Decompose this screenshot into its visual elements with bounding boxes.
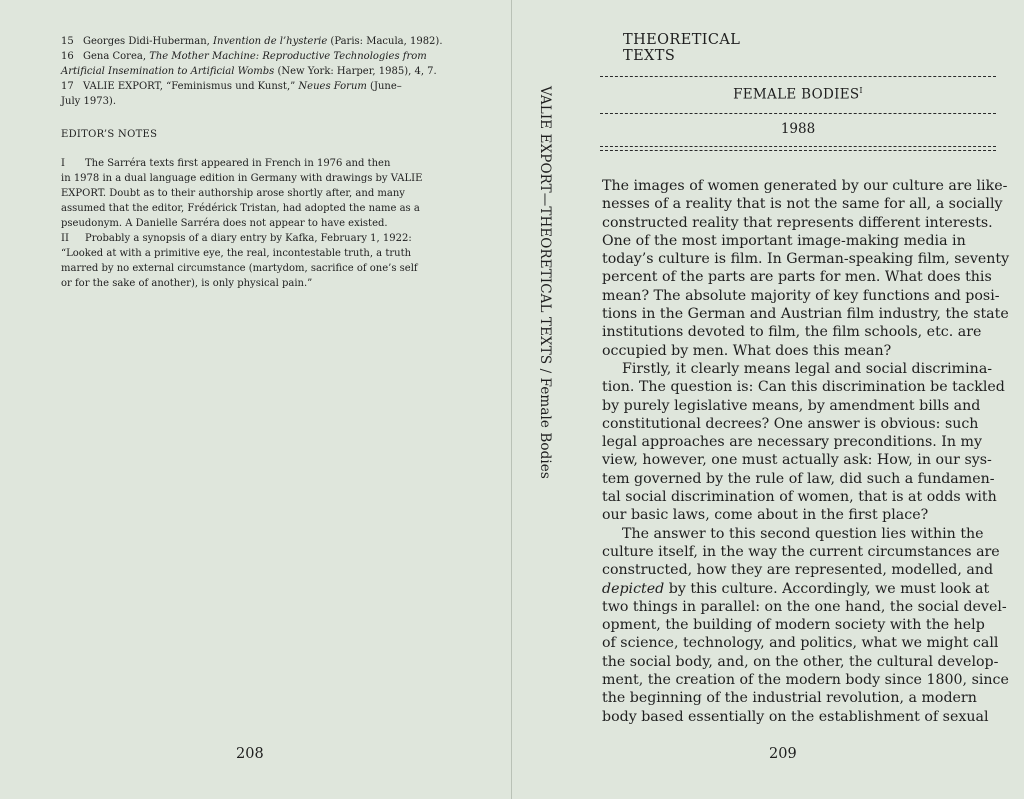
section-title: THEORETICAL TEXTS: [623, 32, 741, 64]
editors-note-line: Probably a synopsis of a diary entry by Kafka, February 1, 1922:: [85, 233, 412, 244]
editors-note-number: I: [61, 158, 65, 169]
editors-notes-list: [61, 156, 481, 291]
page-number-left: 208: [236, 746, 264, 762]
editors-note-line: The Sarréra texts first appeared in French in 1976 and then: [85, 158, 391, 169]
body-line: The images of women generated by our culture are like-: [602, 178, 1008, 194]
body-line: The answer to this second question lies within the: [622, 525, 984, 542]
body-line: of science, technology, and politics, what we might call: [602, 635, 999, 652]
body-line: the social body, and, on the other, the cultural develop-: [602, 653, 999, 670]
editors-note: [61, 231, 481, 291]
endnote: [61, 79, 481, 109]
essay-title-text: FEMALE BODIES: [733, 86, 860, 103]
body-text: [602, 177, 1010, 726]
left-page: [0, 0, 511, 799]
endnote-text: Gena Corea,: [83, 51, 150, 62]
editors-note-line: EXPORT. Doubt as to their authorship arose shortly after, and many: [61, 188, 405, 199]
editors-note-line: pseudonym. A Danielle Sarréra does not appear to have existed.: [61, 218, 388, 229]
body-line: constructed, how they are represented, modelled, and: [602, 562, 994, 579]
endnote-text: (New York: Harper, 1985), 4, 7.: [274, 66, 437, 77]
body-line: mean? The absolute majority of key functions and posi-: [602, 287, 1000, 304]
dashed-rule: [600, 113, 996, 114]
dashed-rule: [600, 76, 996, 77]
page-gutter: [511, 0, 512, 799]
endnote-text: Invention de l’hysterie: [213, 36, 328, 47]
endnote-text: Artificial Insemination to Artificial Wombs: [61, 66, 275, 77]
body-line: ment, the creation of the modern body since 1800, since: [602, 672, 1009, 689]
body-line: two things in parallel: on the one hand, the social devel-: [602, 598, 1007, 615]
essay-title: [600, 86, 996, 103]
endnote-number: 15: [61, 36, 74, 47]
editors-note-number: II: [61, 233, 69, 244]
body-line: tal social discrimination of women, that is at odds with: [602, 489, 997, 506]
editors-note-line: “Looked at with a primitive eye, the real, incontestable truth, a truth: [61, 248, 412, 259]
body-line: occupied by men. What does this mean?: [602, 342, 892, 359]
body-line: tions in the German and Austrian film industry, the state: [602, 306, 1009, 323]
editors-note-line: assumed that the editor, Frédérick Tristan, had adopted the name as a: [61, 203, 420, 214]
essay-year: 1988: [780, 121, 816, 137]
editors-note-line: or for the sake of another), is only physical pain.”: [61, 278, 313, 289]
body-line: the beginning of the industrial revolution, a modern: [602, 690, 977, 707]
body-line: view, however, one must actually ask: How, in our sys-: [602, 452, 992, 469]
body-line: One of the most important image-making media in: [602, 232, 966, 249]
body-line: legal approaches are necessary preconditions. In my: [602, 434, 982, 451]
body-line: depicted by this culture. Accordingly, we must look at: [602, 580, 990, 597]
body-line: body based essentially on the establishment of sexual: [602, 708, 989, 725]
endnote-text: VALIE EXPORT, “Feminismus und Kunst,”: [83, 81, 299, 92]
endnote: [61, 49, 481, 79]
editors-note-line: marred by no external circumstance (martydom, sacrifice of one’s self: [61, 263, 418, 274]
running-head: VALIE EXPORT—THEORETICAL TEXTS / Female Bodies: [537, 86, 553, 479]
endnote-text: July 1973).: [61, 96, 117, 107]
endnote-text: Neues Forum: [298, 81, 367, 92]
endnote-text: (Paris: Macula, 1982).: [327, 36, 443, 47]
body-line: opment, the building of modern society with the help: [602, 617, 985, 634]
endnote: [61, 34, 481, 49]
body-line: constructed reality that represents different interests.: [602, 214, 993, 231]
endnotes-list: [61, 34, 481, 109]
body-line: percent of the parts are parts for men. What does this: [602, 269, 992, 286]
endnote-text: Georges Didi-Huberman,: [83, 36, 214, 47]
body-line: tion. The question is: Can this discrimination be tackled: [602, 379, 1005, 396]
body-line: culture itself, in the way the current circumstances are: [602, 543, 1000, 560]
endnote-number: 17: [61, 81, 74, 92]
essay-title-note-marker: I: [859, 86, 863, 95]
endnote-text: The Mother Machine: Reproductive Technologies from: [149, 51, 427, 62]
body-line: institutions devoted to film, the film schools, etc. are: [602, 324, 982, 341]
editors-note: [61, 156, 481, 231]
body-line: Firstly, it clearly means legal and social discrimina-: [622, 360, 993, 377]
body-line: constitutional decrees? One answer is obvious: such: [602, 415, 979, 432]
editors-note-line: in 1978 in a dual language edition in Germany with drawings by VALIE: [61, 173, 423, 184]
editors-notes-heading: EDITOR’S NOTES: [61, 129, 158, 140]
page-number-right: 209: [769, 746, 797, 762]
endnote-text: (June–: [366, 81, 402, 92]
body-line: nesses of a reality that is not the same for all, a socially: [602, 196, 1003, 213]
body-line: tem governed by the rule of law, did such a fundamen-: [602, 470, 995, 487]
double-dashed-rule: [600, 146, 996, 147]
body-line: our basic laws, come about in the first place?: [602, 507, 929, 524]
endnote-number: 16: [61, 51, 74, 62]
body-line: by purely legislative means, by amendment bills and: [602, 397, 981, 414]
body-line: today’s culture is film. In German-speaking film, seventy: [602, 251, 1010, 268]
